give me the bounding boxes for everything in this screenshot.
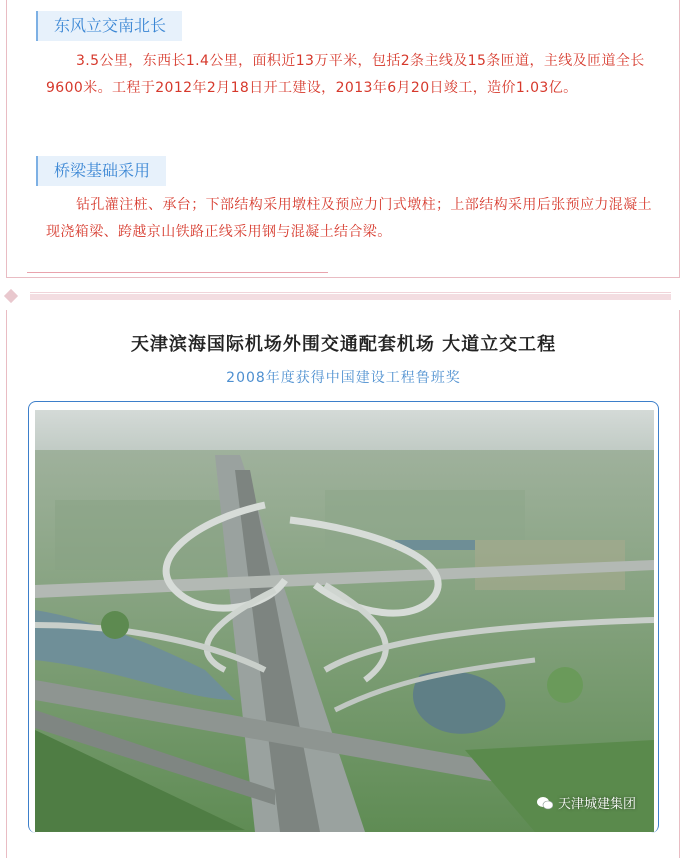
project-title: 天津滨海国际机场外围交通配套机场 大道立交工程 [130, 334, 557, 355]
wechat-icon [537, 796, 553, 810]
watermark [537, 793, 636, 812]
divider-ornament [4, 289, 18, 303]
watermark-text: 天津城建集团 [557, 797, 636, 812]
section-text: 钻孔灌注桩、承台；下部结构采用墩柱及预应力门式墩柱；上部结构采用后张预应力混凝土现浇箱梁、跨越京山铁路正线采用钢与混凝土结合梁。 [46, 197, 652, 240]
award-subtitle: 2008年度获得中国建设工程鲁班奖 [226, 370, 461, 386]
interchange-aerial-photo [35, 410, 654, 832]
divider [30, 294, 671, 300]
section-text: 3.5公里，东西长1.4公里，面积近13万平米，包括2条主线及15条匝道，主线及匝道全长9600米。工程于2012年2月18日开工建设，2013年6月20日竣工，造价1.03亿。 [46, 53, 645, 96]
section-tag: 桥梁基础采用 [36, 156, 166, 186]
divider [27, 272, 328, 273]
interchange-illustration [35, 410, 654, 832]
divider [30, 292, 671, 293]
section-tag: 东风立交南北长 [36, 11, 182, 41]
